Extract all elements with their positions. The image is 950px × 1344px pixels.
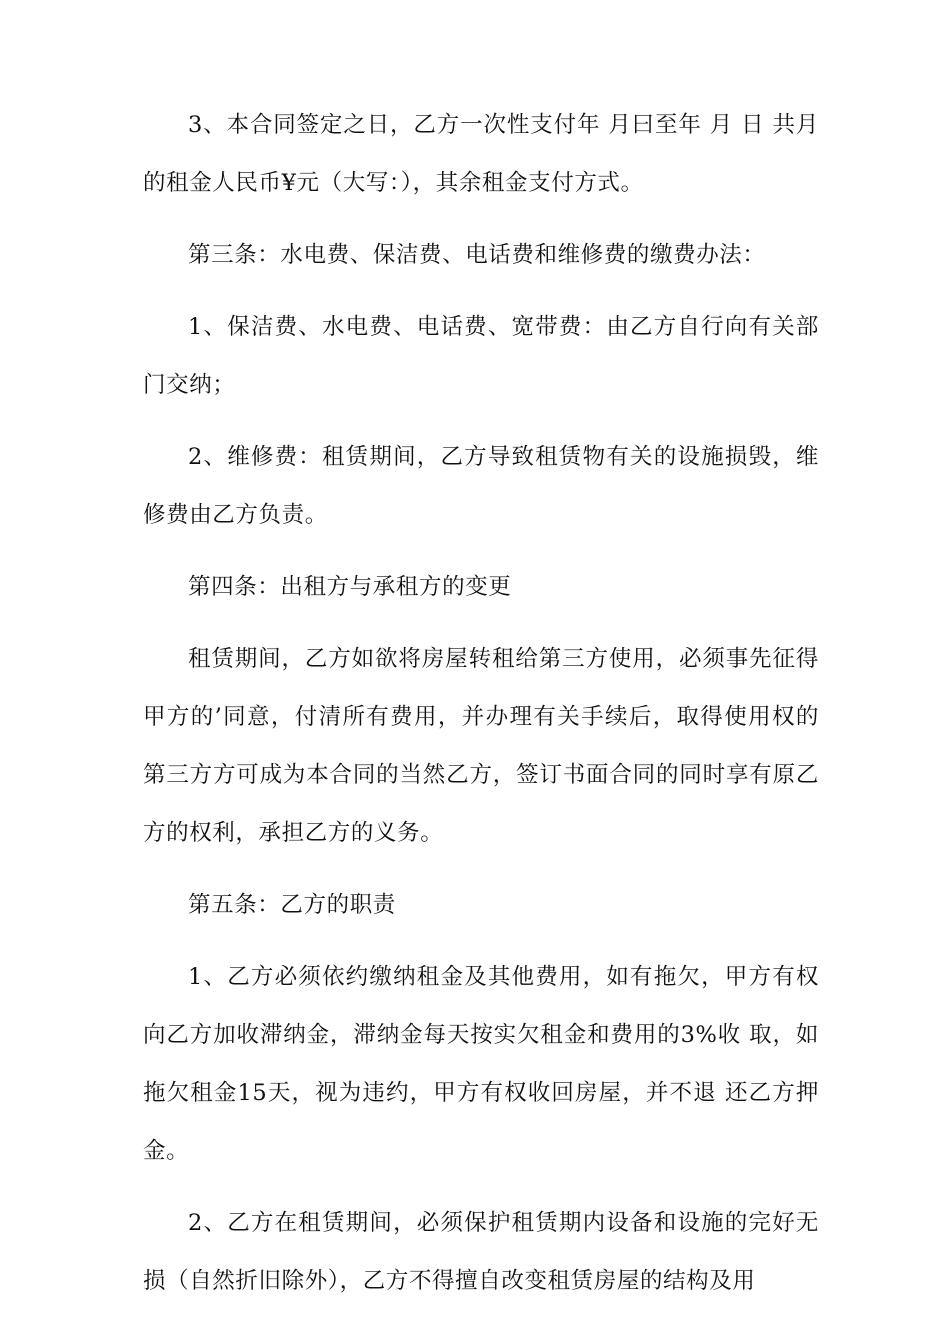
paragraph-utility-fees: 1、保洁费、水电费、电话费、宽带费：由乙方自行向有关部门交纳； xyxy=(143,314,819,398)
heading-article-three: 第三条：水电费、保洁费、电话费和维修费的缴费办法： xyxy=(188,242,766,268)
paragraph-maintenance-fees: 2、维修费：租赁期间，乙方导致租赁物有关的设施损毁，维修费由乙方负责。 xyxy=(143,444,819,528)
paragraph-sublease: 租赁期间，乙方如欲将房屋转租给第三方使用，必须事先征得甲方的’同意，付清所有费用，并办理有关手续后，取得使用权的第三方方可成为本合同的当然乙方，签订书面合同的同时享有原乙方的权利，承担乙方的义务。 xyxy=(143,646,819,846)
document-body xyxy=(143,96,819,1324)
paragraph-rent-obligation: 1、乙方必须依约缴纳租金及其他费用，如有拖欠，甲方有权向乙方加收滞纳金，滞纳金每天按实欠租金和费用的3%收 取，如拖欠租金15天，视为违约，甲方有权收回房屋，并不退 还乙方押金。 xyxy=(143,964,819,1164)
paragraph-facility-protection: 2、乙方在租赁期间，必须保护租赁期内设备和设施的完好无损（自然折旧除外），乙方不得擅自改变租赁房屋的结构及用 xyxy=(143,1210,819,1294)
heading-article-four: 第四条：出租方与承租方的变更 xyxy=(188,574,512,600)
heading-article-five: 第五条：乙方的职责 xyxy=(188,892,396,918)
paragraph-payment-terms: 3、本合同签定之日，乙方一次性支付年 月曰至年 月 日 共月的租金人民币¥元（大写：），其余租金支付方式。 xyxy=(143,112,819,196)
